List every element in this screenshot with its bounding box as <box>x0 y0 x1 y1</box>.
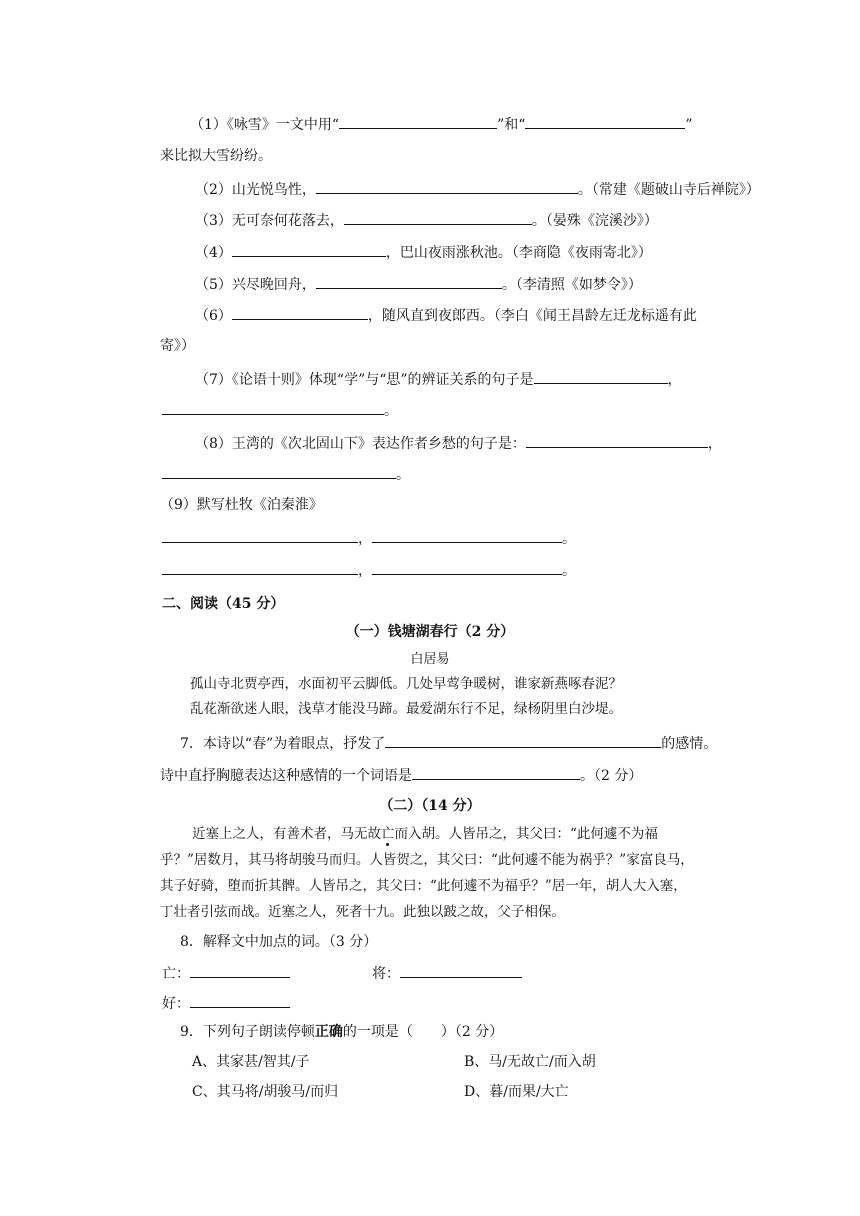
q9-line: （9）默写杜牧《泊秦淮》 <box>160 497 323 513</box>
sec2-title: （二）（14 分） <box>379 798 481 814</box>
q7-read-blank-1[interactable] <box>385 732 661 748</box>
q9-comma-2: ， <box>358 563 372 579</box>
q2-line <box>195 178 760 200</box>
q9-emphasis: 正确 <box>314 1024 343 1040</box>
q9-row-2 <box>162 559 576 581</box>
option-d[interactable]: D、暮/而果/大亡 <box>464 1084 569 1100</box>
q1-text-mid: ”和“ <box>497 117 526 133</box>
q9-read-text: 9．下列句子朗读停顿 <box>180 1024 315 1040</box>
q1-line-2: 来比拟大雪纷纷。 <box>160 148 272 164</box>
q9-read-text-end: 的一项是（ ）（2 分） <box>342 1024 504 1040</box>
q2-blank[interactable] <box>316 178 578 194</box>
q1-text-end: ” <box>685 117 693 133</box>
q9-blank-3[interactable] <box>162 559 358 575</box>
q7-read-line <box>180 732 717 754</box>
poem-line-1: 孤山寺北贾亭西，水面初平云脚低。几处早莺争暖树，谁家新燕啄春泥？ <box>190 676 622 692</box>
q6-text: ，随风直到夜郎西。（李白《闻王昌龄左迁龙标遥有此 <box>367 308 697 324</box>
q3-source: 。（晏殊《浣溪沙》） <box>531 213 658 229</box>
q1-blank-1[interactable] <box>339 113 497 129</box>
q7-comma: ， <box>667 372 682 388</box>
q2-text: （2）山光悦鸟性， <box>195 182 316 198</box>
q7-text: （7）《论语十则》体现“学”与“思”的辨证关系的句子是 <box>195 372 534 388</box>
q5-source: 。（李清照《如梦令》） <box>501 277 642 293</box>
prose-line-3: 其子好骑，堕而折其髀。人皆吊之，其父曰：“此何遽不为福乎？”居一年，胡人大入塞， <box>160 878 687 894</box>
q7-line-2 <box>162 399 398 421</box>
q7-read-text: 7．本诗以“春”为着眼点，抒发了 <box>180 736 386 752</box>
q5-text: （5）兴尽晚回舟， <box>195 277 316 293</box>
prose-line-2: 乎？”居数月，其马将胡骏马而归。人皆贺之，其父曰：“此何遽不能为祸乎？”家富良马， <box>160 852 694 868</box>
q9-blank-2[interactable] <box>372 527 562 543</box>
q3-line <box>195 209 658 231</box>
q1-blank-2[interactable] <box>525 113 685 129</box>
prose-text-1: 近塞上之人，有善术者，马无故 <box>192 826 381 842</box>
dotted-word-wang: 亡 <box>381 826 395 842</box>
q8-line-2 <box>162 463 410 485</box>
word-wang-label: 亡： <box>162 966 190 982</box>
q6-blank[interactable] <box>232 304 368 320</box>
q9-row-1 <box>162 527 576 549</box>
q1-line <box>190 113 693 135</box>
q5-line <box>195 273 642 295</box>
option-c[interactable]: C、其马将/胡骏马/而归 <box>192 1084 339 1100</box>
q5-blank[interactable] <box>316 273 502 289</box>
prose-line-4: 丁壮者引弦而战。近塞之人，死者十九。此独以跛之故，父子相保。 <box>160 904 565 920</box>
q8-read-line: 8．解释文中加点的词。（3 分） <box>180 934 378 950</box>
q8-blank-1[interactable] <box>526 432 708 448</box>
q7-blank-2[interactable] <box>162 399 384 415</box>
q7-line <box>195 368 682 390</box>
q8-line <box>195 432 722 454</box>
q9-period-1: 。 <box>562 531 576 547</box>
prose-line-1 <box>192 824 658 844</box>
word-wang-blank[interactable] <box>190 962 290 978</box>
q7-period: 。 <box>384 403 398 419</box>
word-jiang-label: 将： <box>372 966 400 982</box>
word-wang-row <box>162 962 290 984</box>
q9-period-2: 。 <box>562 563 576 579</box>
word-jiang-row <box>372 962 522 984</box>
q6-label: （6） <box>195 308 232 324</box>
q4-label: （4） <box>195 245 232 261</box>
q9-blank-4[interactable] <box>372 559 562 575</box>
q1-text: （1）《咏雪》一文中用“ <box>190 117 340 133</box>
q8-text: （8）王湾的《次北固山下》表达作者乡愁的句子是： <box>195 436 526 452</box>
q8-comma: ， <box>707 436 722 452</box>
q7-read-text-end: 的感情。 <box>661 736 718 752</box>
q7-blank-1[interactable] <box>534 368 668 384</box>
q4-line <box>195 241 652 263</box>
q6-line <box>195 304 697 326</box>
sec1-title: （一）钱塘湖春行（2 分） <box>345 624 515 640</box>
q2-source: 。（常建《题破山寺后禅院》） <box>577 182 760 198</box>
word-jiang-blank[interactable] <box>400 962 522 978</box>
q4-blank[interactable] <box>232 241 386 257</box>
q4-text: ，巴山夜雨涨秋池。（李商隐《夜雨寄北》） <box>385 245 652 261</box>
q6-line-2: 寄》） <box>160 338 195 354</box>
q9-read-line <box>180 1022 503 1042</box>
q7-read-line-2 <box>160 764 642 786</box>
q7-read-text-2: 诗中直抒胸臆表达这种感情的一个词语是 <box>160 768 412 784</box>
prose-text-1b: 而入胡。人皆吊之，其父曰：“此何遽不为福 <box>394 826 658 842</box>
word-hao-label: 好： <box>162 996 190 1012</box>
poem-author: 白居易 <box>410 652 450 667</box>
option-a[interactable]: A、其家甚/智其/子 <box>192 1054 310 1070</box>
q9-blank-1[interactable] <box>162 527 358 543</box>
section-heading: 二、阅读（45 分） <box>162 596 285 612</box>
option-b[interactable]: B、马/无故亡/而入胡 <box>464 1054 596 1070</box>
poem-line-2: 乱花渐欲迷人眼，浅草才能没马蹄。最爱湖东行不足，绿杨阴里白沙堤。 <box>190 701 622 717</box>
q7-read-score: 。（2 分） <box>580 768 643 784</box>
q3-blank[interactable] <box>344 209 532 225</box>
word-hao-row <box>162 992 290 1014</box>
q8-blank-2[interactable] <box>162 463 396 479</box>
q3-text: （3）无可奈何花落去， <box>195 213 344 229</box>
q7-read-blank-2[interactable] <box>412 764 580 780</box>
q8-period: 。 <box>396 467 410 483</box>
word-hao-blank[interactable] <box>190 992 290 1008</box>
q9-comma-1: ， <box>358 531 372 547</box>
